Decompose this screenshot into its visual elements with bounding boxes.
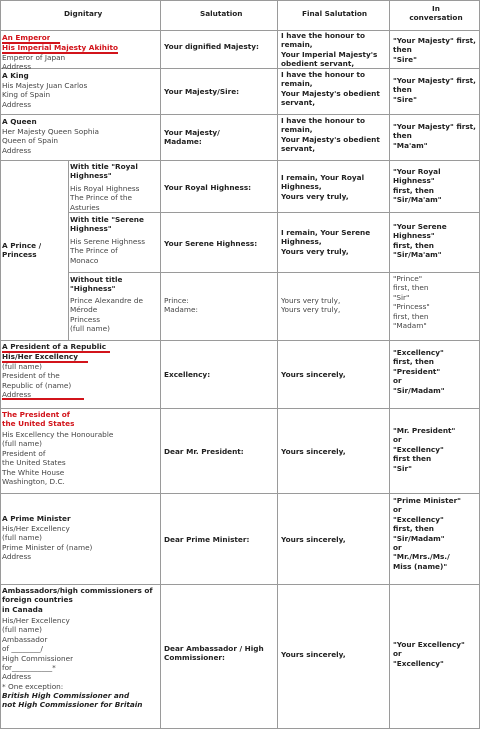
prince-royal-final: I remain, Your Royal Highness, Yours very truly, [281, 173, 365, 201]
prime-minister-heading: A Prime Minister [2, 514, 71, 523]
emperor-heading: An Emperor [2, 33, 51, 42]
ambassador-salutation: Dear Ambassador / High Commissioner: [164, 644, 264, 663]
prince-serene-final: I remain, Your Serene Highness, Yours very truly, [281, 228, 371, 256]
emperor-address: Emperor of Japan Address [2, 53, 66, 72]
ambassador-final: Yours sincerely, [281, 650, 346, 659]
president-republic-title: His/Her Excellency [2, 352, 79, 361]
president-republic-final: Yours sincerely, [281, 370, 346, 379]
header-dignitary: Dignitary [64, 9, 103, 18]
prince-serene-title: With title "Serene Highness" [70, 215, 144, 234]
president-republic-conversation: "Excellency" first, then "President" or "Sir/Madam" [393, 348, 445, 395]
king-heading: A King [2, 71, 29, 80]
prince-royal-conversation: "Your Royal Highness" first, then "Sir/Ma'am" [393, 167, 442, 205]
king-final: I have the honour to remain, Your Majesty's obedient servant, [281, 70, 380, 108]
president-republic-salutation: Excellency: [164, 370, 211, 379]
header-final-salutation: Final Salutation [302, 9, 368, 18]
prince-royal-title: With title "Royal Highness" [70, 162, 138, 181]
prince-royal-example: His Royal Highness The Prince of the Asturies [70, 184, 140, 212]
king-conversation: "Your Majesty" first, then "Sire" [393, 76, 476, 104]
president-us-final: Yours sincerely, [281, 447, 346, 456]
queen-heading: A Queen [2, 117, 37, 126]
prince-none-final: Yours very truly, Yours very truly, [281, 296, 341, 315]
emperor-conversation: "Your Majesty" first, then "Sire" [393, 36, 476, 64]
president-republic-underline-3 [2, 398, 84, 400]
emperor-name: His Imperial Majesty Akihito [2, 43, 119, 52]
president-us-heading: The President of the United States [2, 410, 75, 429]
prince-royal-salutation: Your Royal Highness: [164, 183, 252, 192]
header-in-conversation: In conversation [409, 4, 463, 23]
president-us-conversation: "Mr. President" or "Excellency" first then "Sir" [393, 426, 456, 473]
emperor-final: I have the honour to remain, Your Imperial Majesty's obedient servant, [281, 31, 378, 69]
queen-conversation: "Your Majesty" first, then "Ma'am" [393, 122, 476, 150]
header-salutation: Salutation [200, 9, 243, 18]
prime-minister-address: His/Her Excellency (full name) Prime Minister of (name) Address [2, 524, 93, 562]
prime-minister-salutation: Dear Prime Minister: [164, 535, 250, 544]
prime-minister-conversation: "Prime Minister" or "Excellency" first, then "Sir/Madam" or "Mr./Mrs./Ms./ Miss (name)" [393, 496, 461, 571]
ambassador-address: His/Her Excellency (full name) Ambassador of ________/ High Commissioner for___________* Address * One exception: [2, 616, 74, 691]
queen-final: I have the honour to remain, Your Majesty's obedient servant, [281, 116, 380, 154]
president-us-salutation: Dear Mr. President: [164, 447, 244, 456]
ambassador-conversation: "Your Excellency" or "Excellency" [393, 640, 465, 668]
king-address: His Majesty Juan Carlos King of Spain Address [2, 81, 88, 109]
king-salutation: Your Majesty/Sire: [164, 87, 240, 96]
prince-label: A Prince / Princess [2, 241, 42, 260]
emperor-salutation: Your dignified Majesty: [164, 42, 259, 51]
prince-none-conversation: "Prince" first, then "Sir" "Princess" first, then "Madam" [393, 274, 430, 331]
ambassador-exception: British High Commissioner and not High Commissioner for Britain [2, 691, 143, 710]
prime-minister-final: Yours sincerely, [281, 535, 346, 544]
prince-serene-example: His Serene Highness The Prince of Monaco [70, 237, 146, 265]
prince-none-salutation: Prince: Madame: [164, 296, 198, 315]
prince-serene-salutation: Your Serene Highness: [164, 239, 258, 248]
president-republic-heading: A President of a Republic [2, 342, 107, 351]
queen-address: Her Majesty Queen Sophia Queen of Spain Address [2, 127, 100, 155]
president-us-address: His Excellency the Honourable (full name) President of the United States The White House Washington, D.C. [2, 430, 114, 487]
prince-none-example: Prince Alexandre de Mérode Princess (full name) [70, 296, 143, 334]
ambassador-heading: Ambassadors/high commissioners of foreign countries in Canada [2, 586, 153, 614]
prince-none-title: Without title "Highness" [70, 275, 123, 294]
prince-serene-conversation: "Your Serene Highness" first, then "Sir/Ma'am" [393, 222, 447, 260]
queen-salutation: Your Majesty/ Madame: [164, 128, 220, 147]
president-republic-address: (full name) President of the Republic of (name) Address [2, 362, 72, 400]
